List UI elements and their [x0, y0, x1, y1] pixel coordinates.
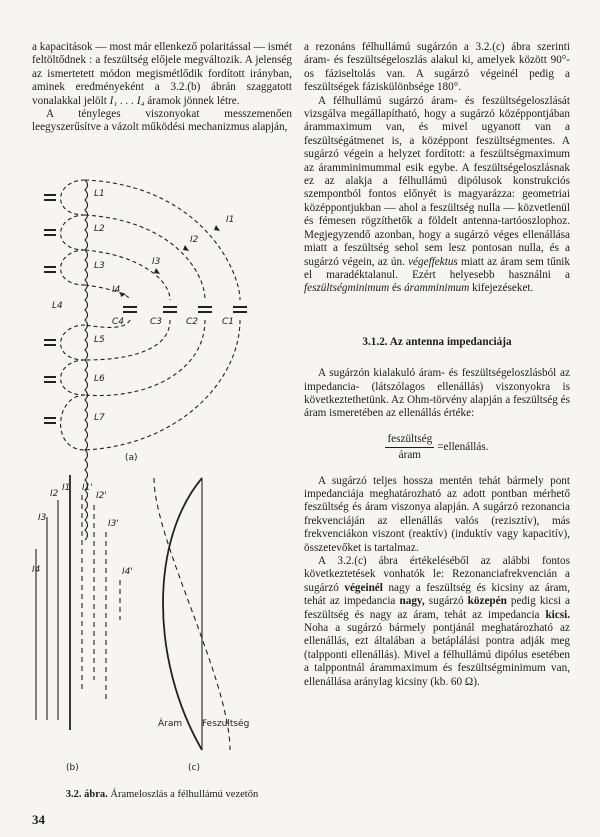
page-number: 34 — [32, 812, 45, 827]
paragraph: A sugárzón kialakuló áram- és feszültségeloszlásból az impedancia- (látszólagos ellenállás) viszonyokra is következtethetünk. Az Ohm-törvény alapján a feszültség és áram ismeretében az ellenállás értéke: — [304, 367, 570, 420]
left-column — [32, 41, 292, 135]
svg-text:I1': I1' — [82, 483, 93, 493]
svg-text:L5: L5 — [94, 335, 105, 345]
svg-text:(b): (b) — [66, 763, 79, 773]
right-column — [304, 41, 570, 689]
current-symbol: I₁ . . . I₄ — [109, 94, 145, 107]
svg-text:L2: L2 — [94, 224, 105, 234]
paragraph: a kapacitások — most már ellenkező polaritással — ismét feltöltődnek : a feszültség előjele megváltozik. A jelenség az ismertetett módon megismétlődik fordított irányban, aminek eredményeként a 3.2.(b) ábrán szaggatott vonalakkal jelölt I₁ . . . I₄ áramok jönnek létre. — [32, 41, 292, 107]
svg-text:Áram: Áram — [158, 719, 183, 729]
paragraph: A tényleges viszonyokat messzemenően leegyszerűsítve a vázolt működési mechanizmus alapján, — [32, 108, 292, 134]
svg-text:I2': I2' — [96, 491, 107, 501]
svg-text:L3: L3 — [94, 261, 105, 271]
svg-text:I4: I4 — [32, 565, 41, 575]
svg-text:(c): (c) — [188, 763, 200, 773]
paragraph: A 3.2.(c) ábra értékeléséből az alábbi fontos következtetések vonhatók le: Rezonanciafrekvencián a sugárzó végeinél nagy a feszültség és kicsiny az áram, tehát az impedancia nagy, sugárzó közepén pedig kicsi a feszültség és nagy az áram, tehát az impedancia kicsi. Noha a sugárzó bármely pontjánál meghatározható az ellenállás, ezt általában a betáplálási pontra adják meg (talpponti ellenállás). Mivel a félhullámú dipólus esetében a talppontnál árammaximum és feszültségminimum van, ellenállása aránylag kicsiny (kb. 60 Ω). — [304, 555, 571, 688]
svg-text:L1: L1 — [94, 189, 105, 199]
svg-text:I4: I4 — [112, 285, 121, 295]
svg-text:L6: L6 — [94, 374, 105, 384]
svg-text:C1: C1 — [222, 317, 235, 327]
svg-text:I2: I2 — [190, 235, 199, 245]
svg-text:I4': I4' — [122, 567, 133, 577]
svg-text:C2: C2 — [186, 317, 199, 327]
formula: $\frac{\text{feszültség}}{\text{áram}}$ =ellenállás. — [387, 432, 489, 462]
svg-text:I1: I1 — [62, 483, 71, 493]
paragraph: A sugárzó teljes hossza mentén tehát bármely pont impedanciája meghatározható az adott pontban mérhető feszültség és áram viszonya alapján. A sugárzó rezonancia frekvenciáján az ellenállás valós (rezisztív), más frekvenciákon viszont (reaktív) (induktív vagy kapacitív), összetevőket is tartalmaz. — [304, 474, 570, 554]
svg-text:I2: I2 — [50, 489, 59, 499]
svg-text:I3: I3 — [38, 513, 47, 523]
svg-text:(a): (a) — [125, 453, 138, 463]
svg-text:L7: L7 — [94, 413, 105, 423]
figure-3-2 — [30, 160, 300, 810]
svg-text:Feszultség: Feszultség — [202, 719, 250, 729]
paragraph: a rezonáns félhullámú sugárzón a 3.2.(c) ábra szerinti áram- és feszültségeloszlás alakul ki, amelyek között 90°-os fáziseltolás van. A sugárzó végeinél pedig a feszültségek fáziskülönbsége 180°. — [304, 41, 570, 94]
svg-text:C4: C4 — [112, 317, 125, 327]
figure-caption: 3.2. ábra. Árameloszlás a félhullámú vezetőn — [65, 789, 259, 800]
svg-text:I3': I3' — [108, 519, 119, 529]
svg-text:I3: I3 — [152, 257, 161, 267]
paragraph: A félhullámú sugárzó áram- és feszültségeloszlását vizsgálva megállapítható, hogy a sugárzó középpontjában árammaximum van, és mivel ugyanott van a feszültségátmenet is, a középpont feszültségmentes. A sugárzó végein a helyzet fordított: a feszültségmaximum az áramminimummal esik egybe. A feszültségeloszlásnak ez az alakja a félhullámú dipólusok konstrukciós szempontból fontos előnyét is magyarázza: geometriai középpontjukban — ahol a feszültség nulla — közvetlenül és fémesen rögzíthetők a földelt antenna-tartóoszlophoz. Megjegyzendő azonban, hogy a sugárzó véges ellenállása miatt a feszültség sehol sem lesz pontosan nulla, és a sugárzó végein, az ún. végeffektus miatt az áram sem tűnik el maradéktalanul. Ezért helyesebb használni a feszültségminimum és áramminimum kifejezéseket. — [304, 94, 571, 295]
svg-text:C3: C3 — [150, 317, 163, 327]
svg-text:L4: L4 — [52, 301, 63, 311]
section-heading: 3.1.2. Az antenna impedanciája — [362, 335, 512, 348]
svg-text:I1: I1 — [226, 215, 235, 225]
